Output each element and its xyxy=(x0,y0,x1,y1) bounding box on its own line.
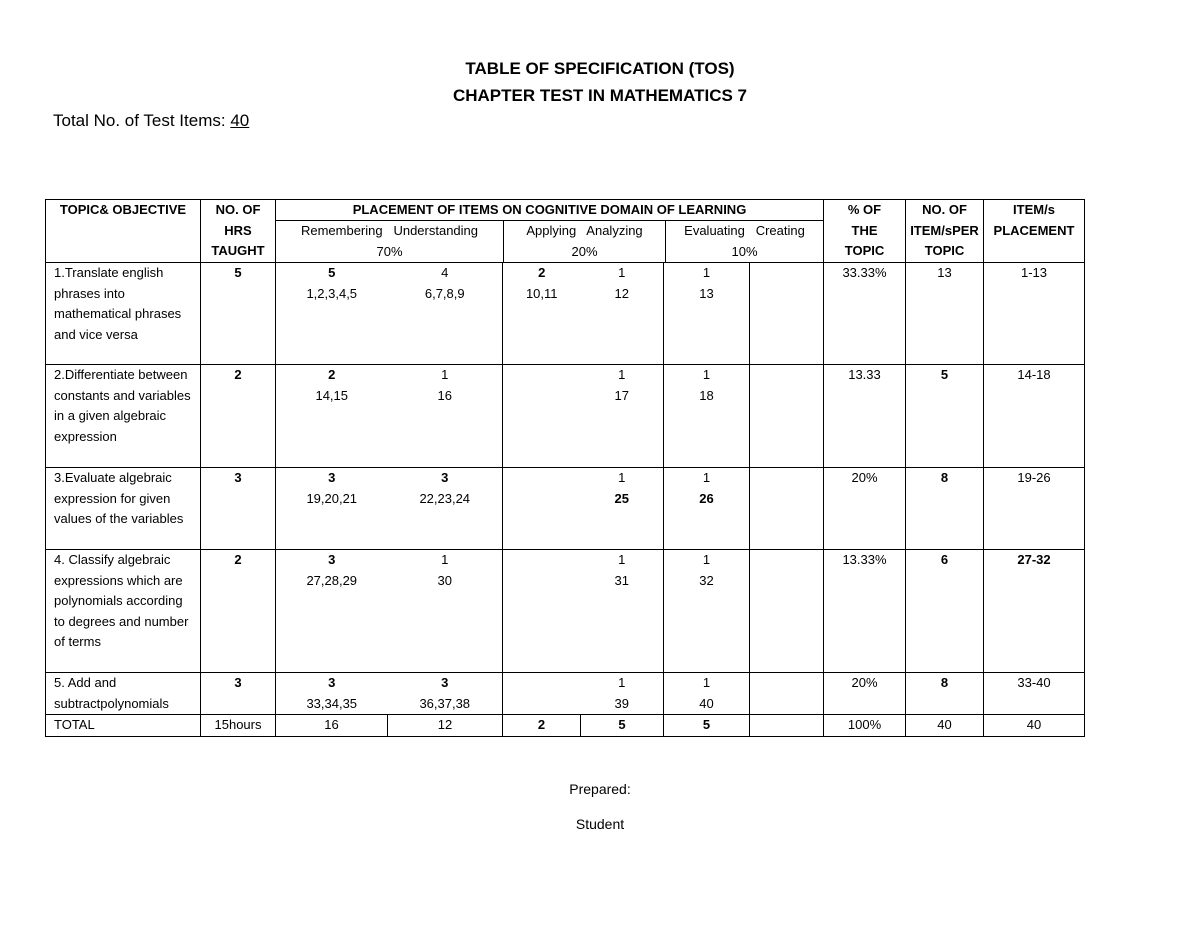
total-remembering-cell: 16 xyxy=(276,715,388,737)
total-creating-cell xyxy=(750,715,824,737)
total-items-label: Total No. of Test Items: xyxy=(53,111,231,130)
analyzing-cell: 1 31 xyxy=(581,550,664,673)
applying-cell xyxy=(503,365,581,468)
item-placement-cell: 14-18 xyxy=(984,365,1085,468)
tos-table xyxy=(45,199,1085,737)
pct-topic-cell: 20% xyxy=(824,673,906,715)
table-row xyxy=(46,673,1085,715)
analyzing-cell: 1 17 xyxy=(581,365,664,468)
evaluating-cell: 1 26 xyxy=(664,468,750,550)
item-placement-cell: 27-32 xyxy=(984,550,1085,673)
topic-cell: 2.Differentiate between constants and variables in a given algebraic expression xyxy=(46,365,201,468)
topic-cell: 1.Translate english phrases into mathematical phrases and vice versa xyxy=(46,263,201,365)
understanding-cell: 1 30 xyxy=(388,550,503,673)
header-placement: PLACEMENT OF ITEMS ON COGNITIVE DOMAIN OF LEARNING Remembering Understanding 70% Applying Analyzing 20% Evaluating Creating 10% xyxy=(276,200,824,263)
total-label-cell: TOTAL xyxy=(46,715,201,737)
evaluating-cell: 1 13 xyxy=(664,263,750,365)
total-placement-cell: 40 xyxy=(984,715,1085,737)
evaluating-cell: 1 18 xyxy=(664,365,750,468)
understanding-cell: 3 22,23,24 xyxy=(388,468,503,550)
table-row xyxy=(46,550,1085,673)
header-group-middle: Applying Analyzing 20% xyxy=(503,221,665,262)
hrs-cell: 3 xyxy=(201,673,276,715)
evaluating-cell: 1 32 xyxy=(664,550,750,673)
total-evaluating-cell: 5 xyxy=(664,715,750,737)
header-hrs: NO. OF HRS TAUGHT xyxy=(201,200,276,263)
remembering-cell: 3 19,20,21 xyxy=(276,468,388,550)
applying-cell xyxy=(503,550,581,673)
table-row xyxy=(46,468,1085,550)
student-label: Student xyxy=(575,816,625,832)
table-row xyxy=(46,263,1085,365)
header-row xyxy=(46,200,1085,263)
understanding-cell: 4 6,7,8,9 xyxy=(388,263,503,365)
header-group-lower: Remembering Understanding 70% xyxy=(300,223,479,259)
total-applying-cell: 2 xyxy=(503,715,581,737)
items-per-topic-cell: 6 xyxy=(906,550,984,673)
header-items-per-topic: NO. OF ITEM/sPER TOPIC xyxy=(906,200,984,263)
analyzing-cell: 1 25 xyxy=(581,468,664,550)
total-row xyxy=(46,715,1085,737)
hrs-cell: 2 xyxy=(201,550,276,673)
topic-cell: 4. Classify algebraic expressions which are polynomials according to degrees and number of terms xyxy=(46,550,201,673)
applying-cell: 2 10,11 xyxy=(503,263,581,365)
creating-cell xyxy=(750,365,824,468)
analyzing-cell: 1 39 xyxy=(581,673,664,715)
document-subtitle: CHAPTER TEST IN MATHEMATICS 7 xyxy=(452,86,748,105)
applying-cell xyxy=(503,468,581,550)
hrs-cell: 2 xyxy=(201,365,276,468)
total-analyzing-cell: 5 xyxy=(581,715,664,737)
items-per-topic-cell: 8 xyxy=(906,673,984,715)
items-per-topic-cell: 5 xyxy=(906,365,984,468)
topic-cell: 5. Add and subtractpolynomials xyxy=(46,673,201,715)
remembering-cell: 5 1,2,3,4,5 xyxy=(276,263,388,365)
hrs-cell: 3 xyxy=(201,468,276,550)
document-title: TABLE OF SPECIFICATION (TOS) xyxy=(465,59,735,78)
header-pct-topic: % OF THE TOPIC xyxy=(824,200,906,263)
table-row xyxy=(46,365,1085,468)
item-placement-cell: 19-26 xyxy=(984,468,1085,550)
creating-cell xyxy=(750,263,824,365)
items-per-topic-cell: 8 xyxy=(906,468,984,550)
prepared-label: Prepared: xyxy=(569,781,631,797)
total-hrs-cell: 15hours xyxy=(201,715,276,737)
understanding-cell: 3 36,37,38 xyxy=(388,673,503,715)
total-items-cell: 40 xyxy=(906,715,984,737)
creating-cell xyxy=(750,550,824,673)
total-pct-cell: 100% xyxy=(824,715,906,737)
total-understanding-cell: 12 xyxy=(388,715,503,737)
creating-cell xyxy=(750,468,824,550)
topic-cell: 3.Evaluate algebraic expression for given values of the variables xyxy=(46,468,201,550)
header-item-placement: ITEM/s PLACEMENT xyxy=(984,200,1085,263)
total-items-value: 40 xyxy=(230,111,250,130)
pct-topic-cell: 33.33% xyxy=(824,263,906,365)
header-topic: TOPIC& OBJECTIVE xyxy=(46,200,201,263)
understanding-cell: 1 16 xyxy=(388,365,503,468)
remembering-cell: 3 27,28,29 xyxy=(276,550,388,673)
creating-cell xyxy=(750,673,824,715)
analyzing-cell: 1 12 xyxy=(581,263,664,365)
pct-topic-cell: 13.33% xyxy=(824,550,906,673)
total-test-items xyxy=(53,111,249,131)
pct-topic-cell: 13.33 xyxy=(824,365,906,468)
item-placement-cell: 33-40 xyxy=(984,673,1085,715)
items-per-topic-cell: 13 xyxy=(906,263,984,365)
evaluating-cell: 1 40 xyxy=(664,673,750,715)
header-group-higher: Evaluating Creating 10% xyxy=(665,221,823,262)
pct-topic-cell: 20% xyxy=(824,468,906,550)
remembering-cell: 3 33,34,35 xyxy=(276,673,388,715)
item-placement-cell: 1-13 xyxy=(984,263,1085,365)
hrs-cell: 5 xyxy=(201,263,276,365)
remembering-cell: 2 14,15 xyxy=(276,365,388,468)
applying-cell xyxy=(503,673,581,715)
